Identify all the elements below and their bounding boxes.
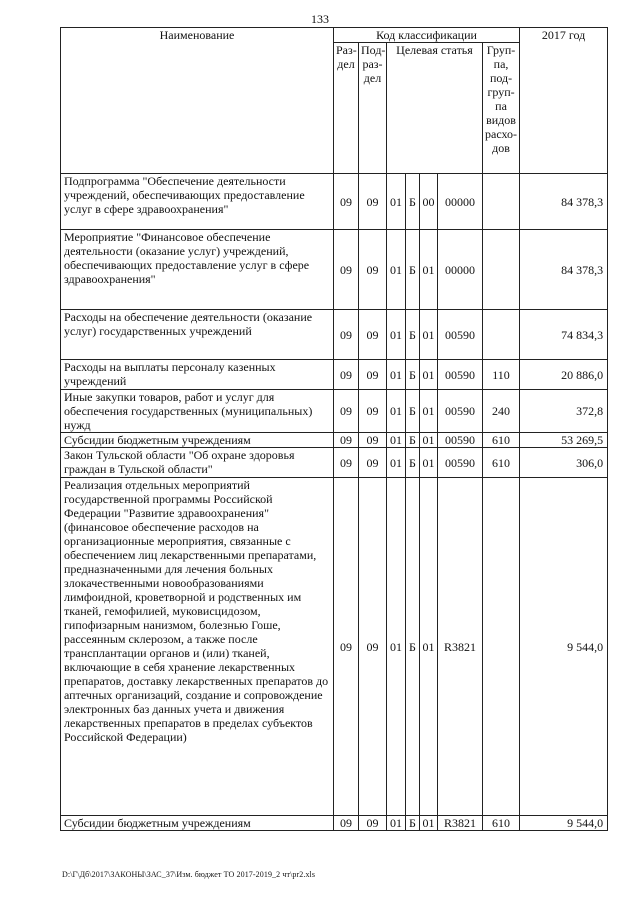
amount-2017-cell: 372,8 <box>520 390 608 433</box>
amount-2017-cell: 84 378,3 <box>520 174 608 230</box>
podrazdel-cell: 09 <box>359 174 387 230</box>
table-row <box>61 816 608 831</box>
row-name: Реализация отдельных мероприятий государственной программы Российской Федерации "Развитие здравоохранения" (финансовое обеспечение расходов на организационные мероприятия, связанные с обеспечением лиц лекарственными препаратами, предназначенными для лечения больных злокачественными новообразованиями лимфоидной, кроветворной и родственных им тканей, гемофилией, муковисцидозом, гипофизарным нанизмом, болезнью Гоше, рассеянным склерозом, а также после трансплантации органов и (или) тканей, включающие в себя хранение лекарственных препаратов, доставку лекарственных препаратов до аптечных организаций, создание и сопровождение электронных баз данных учета и движения лекарственных препаратов в пределах субъектов Российской Федерации) <box>61 478 334 816</box>
expense-type-cell: 610 <box>483 433 520 448</box>
podrazdel-cell: 09 <box>359 230 387 310</box>
razdel-cell: 09 <box>334 433 359 448</box>
razdel-cell: 09 <box>334 448 359 478</box>
target-event-cell: 01 <box>420 448 438 478</box>
target-direction-cell: 00590 <box>438 310 483 360</box>
razdel-cell: 09 <box>334 360 359 390</box>
target-event-cell: 01 <box>420 433 438 448</box>
amount-2017-cell: 74 834,3 <box>520 310 608 360</box>
target-direction-cell: 00590 <box>438 448 483 478</box>
target-subprogram-cell: Б <box>406 230 420 310</box>
amount-2017-cell: 306,0 <box>520 448 608 478</box>
amount-2017-cell: 84 378,3 <box>520 230 608 310</box>
header-target: Целевая статья <box>387 43 483 174</box>
razdel-cell: 09 <box>334 174 359 230</box>
target-subprogram-cell: Б <box>406 390 420 433</box>
target-event-cell: 01 <box>420 310 438 360</box>
target-program-cell: 01 <box>387 390 406 433</box>
row-name: Расходы на выплаты персоналу казенных учреждений <box>61 360 334 390</box>
expense-type-cell <box>483 174 520 230</box>
target-subprogram-cell: Б <box>406 310 420 360</box>
target-event-cell: 01 <box>420 478 438 816</box>
target-program-cell: 01 <box>387 433 406 448</box>
target-program-cell: 01 <box>387 230 406 310</box>
row-name: Закон Тульской области "Об охране здоровья граждан в Тульской области" <box>61 448 334 478</box>
table-row <box>61 230 608 310</box>
table-row <box>61 360 608 390</box>
target-program-cell: 01 <box>387 174 406 230</box>
target-program-cell: 01 <box>387 816 406 831</box>
table-row <box>61 310 608 360</box>
row-name: Субсидии бюджетным учреждениям <box>61 816 334 831</box>
budget-table <box>60 27 608 831</box>
table-body <box>61 174 608 831</box>
header-subsection: Под-раз-дел <box>359 43 387 174</box>
target-program-cell: 01 <box>387 478 406 816</box>
target-program-cell: 01 <box>387 310 406 360</box>
row-name: Мероприятие "Финансовое обеспечение деятельности (оказание услуг) учреждений, обеспечивающих предоставление услуг в сфере здравоохранения" <box>61 230 334 310</box>
razdel-cell: 09 <box>334 310 359 360</box>
expense-type-cell <box>483 230 520 310</box>
header-code: Код классификации <box>334 28 520 43</box>
target-program-cell: 01 <box>387 448 406 478</box>
target-direction-cell: R3821 <box>438 816 483 831</box>
expense-type-cell: 110 <box>483 360 520 390</box>
amount-2017-cell: 9 544,0 <box>520 816 608 831</box>
expense-type-cell <box>483 310 520 360</box>
target-event-cell: 01 <box>420 360 438 390</box>
razdel-cell: 09 <box>334 478 359 816</box>
row-name: Подпрограмма "Обеспечение деятельности учреждений, обеспечивающих предоставление услуг в сфере здравоохранения" <box>61 174 334 230</box>
target-program-cell: 01 <box>387 360 406 390</box>
razdel-cell: 09 <box>334 816 359 831</box>
target-event-cell: 00 <box>420 174 438 230</box>
table-row <box>61 433 608 448</box>
header-section: Раз-дел <box>334 43 359 174</box>
expense-type-cell: 610 <box>483 448 520 478</box>
row-name: Иные закупки товаров, работ и услуг для обеспечения государственных (муниципальных) нужд <box>61 390 334 433</box>
amount-2017-cell: 20 886,0 <box>520 360 608 390</box>
page-number: 133 <box>311 12 329 26</box>
target-direction-cell: 00590 <box>438 433 483 448</box>
target-subprogram-cell: Б <box>406 360 420 390</box>
header-name: Наименование <box>61 28 334 174</box>
header-group: Груп-па, под-груп-па видов расхо-дов <box>483 43 520 174</box>
row-name: Расходы на обеспечение деятельности (оказание услуг) государственных учреждений <box>61 310 334 360</box>
razdel-cell: 09 <box>334 390 359 433</box>
target-subprogram-cell: Б <box>406 433 420 448</box>
target-direction-cell: 00000 <box>438 230 483 310</box>
header-year: 2017 год <box>520 28 608 174</box>
target-direction-cell: 00000 <box>438 174 483 230</box>
target-direction-cell: R3821 <box>438 478 483 816</box>
target-event-cell: 01 <box>420 390 438 433</box>
amount-2017-cell: 9 544,0 <box>520 478 608 816</box>
podrazdel-cell: 09 <box>359 390 387 433</box>
podrazdel-cell: 09 <box>359 448 387 478</box>
target-subprogram-cell: Б <box>406 478 420 816</box>
target-event-cell: 01 <box>420 230 438 310</box>
table-row <box>61 174 608 230</box>
podrazdel-cell: 09 <box>359 360 387 390</box>
table-row <box>61 390 608 433</box>
target-subprogram-cell: Б <box>406 816 420 831</box>
amount-2017-cell: 53 269,5 <box>520 433 608 448</box>
podrazdel-cell: 09 <box>359 433 387 448</box>
expense-type-cell: 240 <box>483 390 520 433</box>
file-path: D:\Г\Дб\2017\ЗАКОНЫ\ЗАС_37\Изм. бюджет ТО 2017-2019_2 чт\pr2.xls <box>62 870 316 879</box>
expense-type-cell <box>483 478 520 816</box>
target-subprogram-cell: Б <box>406 448 420 478</box>
podrazdel-cell: 09 <box>359 478 387 816</box>
target-direction-cell: 00590 <box>438 360 483 390</box>
podrazdel-cell: 09 <box>359 816 387 831</box>
table-row <box>61 448 608 478</box>
target-event-cell: 01 <box>420 816 438 831</box>
expense-type-cell: 610 <box>483 816 520 831</box>
razdel-cell: 09 <box>334 230 359 310</box>
table-row <box>61 478 608 816</box>
podrazdel-cell: 09 <box>359 310 387 360</box>
target-subprogram-cell: Б <box>406 174 420 230</box>
row-name: Субсидии бюджетным учреждениям <box>61 433 334 448</box>
target-direction-cell: 00590 <box>438 390 483 433</box>
